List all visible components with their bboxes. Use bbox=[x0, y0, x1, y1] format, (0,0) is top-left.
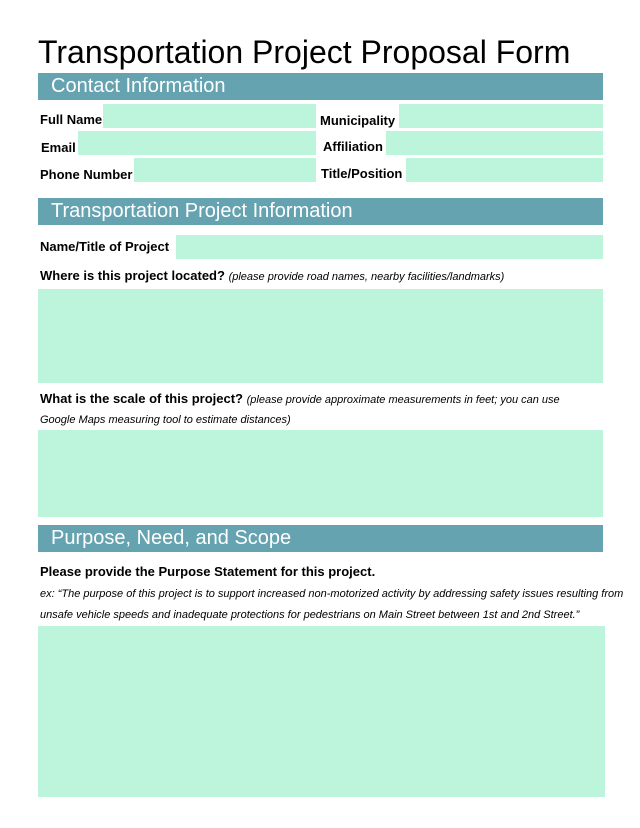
full-name-field[interactable] bbox=[103, 104, 316, 128]
project-name-label: Name/Title of Project bbox=[40, 239, 170, 254]
form-title: Transportation Project Proposal Form bbox=[38, 34, 571, 70]
municipality-label: Municipality bbox=[320, 113, 396, 128]
location-question bbox=[40, 267, 504, 286]
project-name-field[interactable] bbox=[176, 235, 603, 259]
location-question-text: Where is this project located? bbox=[40, 268, 225, 283]
purpose-statement-field[interactable] bbox=[38, 626, 605, 797]
scale-hint-line2: Google Maps measuring tool to estimate distances) bbox=[40, 414, 291, 426]
purpose-example-line2: unsafe vehicle speeds and inadequate protections for pedestrians on Main Street between 1st and 2nd Street.” bbox=[40, 609, 580, 621]
phone-label: Phone Number bbox=[40, 167, 133, 182]
affiliation-label: Affiliation bbox=[323, 139, 383, 154]
scale-question bbox=[40, 390, 560, 409]
scale-question-text: What is the scale of this project? bbox=[40, 391, 243, 406]
email-label: Email bbox=[41, 140, 76, 155]
full-name-label: Full Name bbox=[40, 112, 103, 127]
scale-hint-line1: (please provide approximate measurements in feet; you can use bbox=[246, 394, 560, 406]
title-position-field[interactable] bbox=[406, 158, 603, 182]
affiliation-field[interactable] bbox=[386, 131, 603, 155]
section-header-purpose: Purpose, Need, and Scope bbox=[38, 525, 603, 552]
scale-field[interactable] bbox=[38, 430, 603, 517]
purpose-example-line1: ex: “The purpose of this project is to support increased non-motorized activity by addressing safety issues resulting from bbox=[40, 588, 624, 600]
purpose-example bbox=[40, 584, 624, 626]
section-header-project: Transportation Project Information bbox=[38, 198, 603, 225]
location-hint: (please provide road names, nearby facilities/landmarks) bbox=[228, 271, 505, 283]
location-field[interactable] bbox=[38, 289, 603, 383]
title-position-label: Title/Position bbox=[321, 166, 403, 181]
section-header-contact: Contact Information bbox=[38, 73, 603, 100]
purpose-prompt: Please provide the Purpose Statement for this project. bbox=[40, 564, 376, 579]
email-field[interactable] bbox=[78, 131, 316, 155]
municipality-field[interactable] bbox=[399, 104, 603, 128]
phone-field[interactable] bbox=[134, 158, 316, 182]
